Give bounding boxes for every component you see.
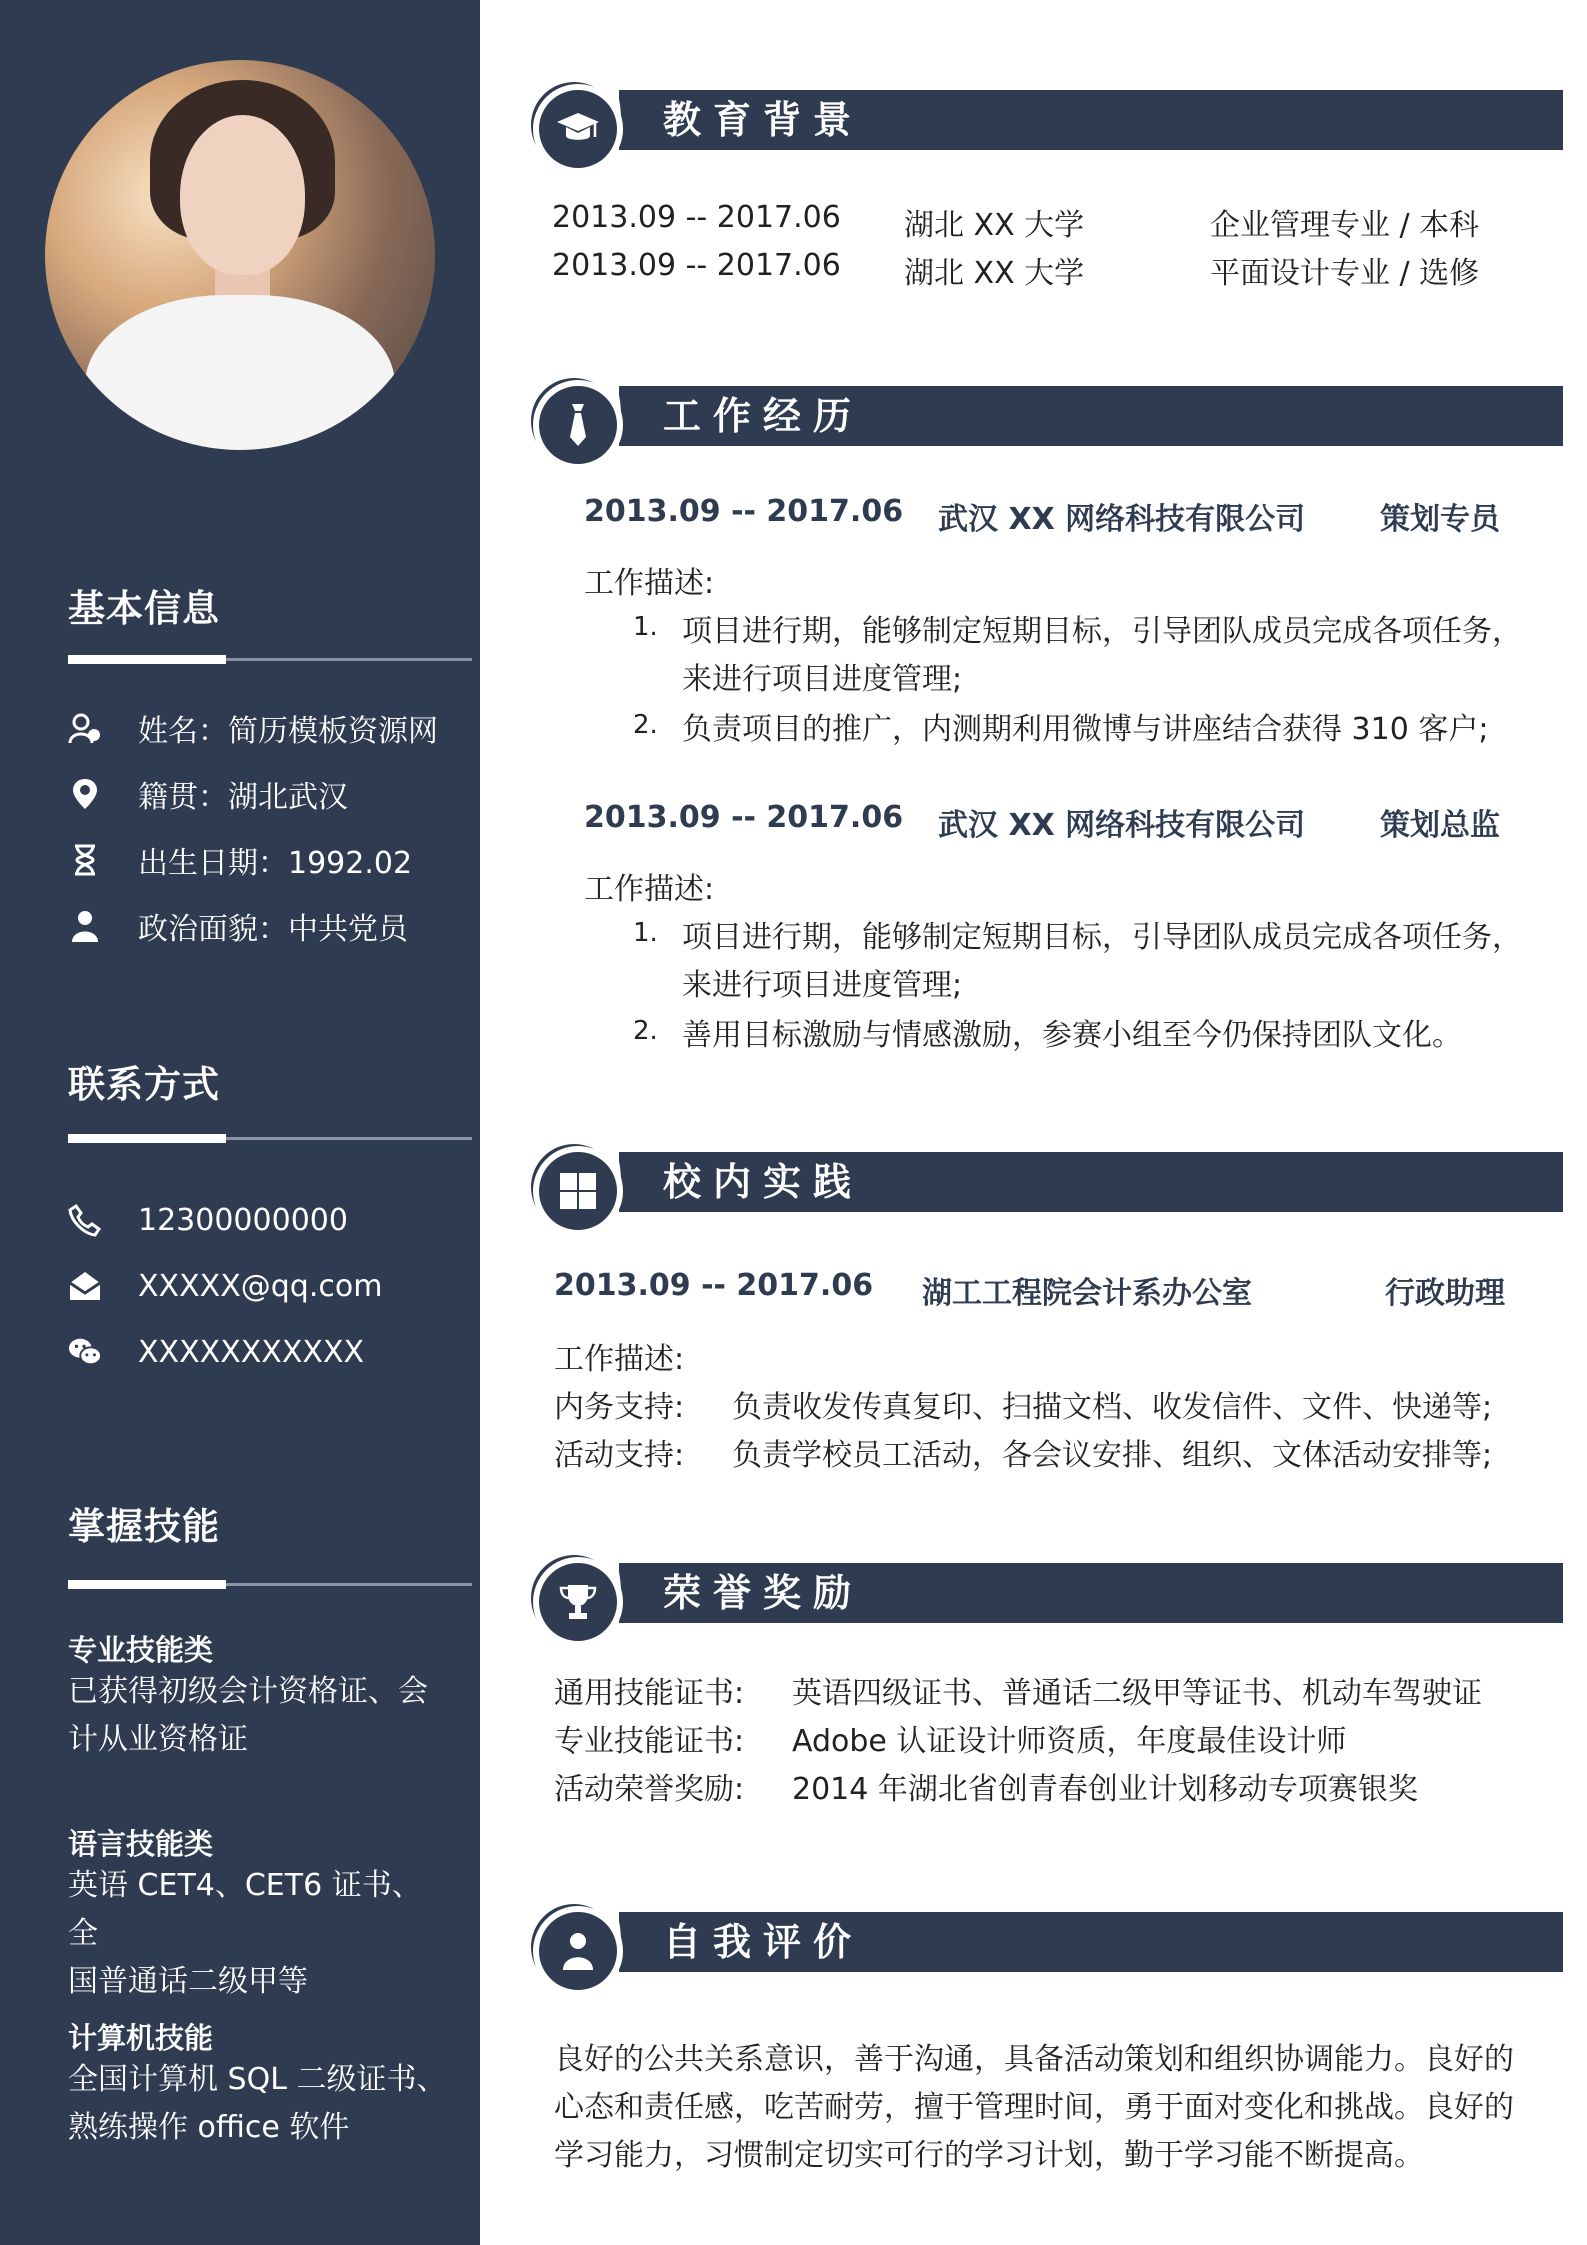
practice-row-label: 活动支持: (554, 1438, 685, 1473)
award-text: 2014 年湖北省创青春创业计划移动专项赛银奖 (792, 1772, 1418, 1807)
windows-icon (533, 1146, 623, 1236)
info-row-origin (68, 774, 348, 814)
section-title: 自我评价 (663, 1920, 864, 1964)
section-title: 工作经历 (663, 394, 864, 438)
job-company: 武汉 XX 网络科技有限公司 (938, 808, 1306, 843)
job-item-text: 善用目标激励与情感激励，参赛小组至今仍保持团队文化。 (682, 1018, 1462, 1053)
list-number: 1. (633, 612, 658, 642)
contact-wechat-text: XXXXXXXXXXX (138, 1334, 365, 1370)
phone-icon (68, 1203, 102, 1237)
award-text: 英语四级证书、普通话二级甲等证书、机动车驾驶证 (792, 1676, 1482, 1711)
contact-wechat (68, 1332, 364, 1372)
graduation-cap-icon (533, 84, 623, 174)
section-header-practice (533, 1146, 1563, 1212)
award-label: 通用技能证书: (554, 1676, 745, 1711)
job-item-text: 来进行项目进度管理; (682, 968, 963, 1003)
wechat-icon (68, 1335, 102, 1369)
info-name-text: 姓名：简历模板资源网 (138, 714, 438, 749)
skill-heading: 语言技能类 (68, 1827, 214, 1861)
profile-photo (45, 60, 435, 450)
practice-desc-label: 工作描述: (554, 1342, 685, 1377)
section-header-work (533, 380, 1563, 446)
award-label: 专业技能证书: (554, 1724, 745, 1759)
practice-org: 湖工工程院会计系办公室 (922, 1276, 1252, 1311)
sidebar (0, 0, 480, 2245)
skills-title: 掌握技能 (68, 1505, 220, 1548)
divider (68, 1137, 472, 1140)
self-eval-line: 学习能力，习惯制定切实可行的学习计划，勤于学习能不断提高。 (554, 2138, 1424, 2173)
info-row-birth (68, 840, 412, 880)
self-eval-line: 良好的公共关系意识，善于沟通，具备活动策划和组织协调能力。良好的 (554, 2042, 1514, 2077)
award-text: Adobe 认证设计师资质，年度最佳设计师 (792, 1724, 1347, 1759)
edu-date: 2013.09 -- 2017.06 (552, 200, 841, 235)
self-eval-line: 心态和责任感，吃苦耐劳，擅于管理时间，勇于面对变化和挑战。良好的 (554, 2090, 1514, 2125)
list-number: 2. (633, 1016, 658, 1046)
contact-mail-text: XXXXX@qq.com (138, 1268, 383, 1304)
job-date: 2013.09 -- 2017.06 (584, 800, 904, 835)
skill-text: 全国计算机 SQL 二级证书、 熟练操作 office 软件 (68, 2062, 447, 2145)
user-icon (68, 711, 102, 745)
practice-row-label: 内务支持: (554, 1390, 685, 1425)
job-date: 2013.09 -- 2017.06 (584, 494, 904, 529)
info-row-political (68, 906, 408, 946)
award-label: 活动荣誉奖励: (554, 1772, 745, 1807)
job-role: 策划专员 (1380, 502, 1500, 537)
section-header-awards (533, 1557, 1563, 1623)
contact-title: 联系方式 (68, 1063, 220, 1106)
divider (68, 658, 472, 661)
person-icon (68, 909, 102, 943)
info-birth-text: 出生日期：1992.02 (138, 846, 413, 881)
mail-icon (68, 1269, 102, 1303)
tie-icon (533, 380, 623, 470)
contact-phone-text: 12300000000 (138, 1202, 348, 1238)
practice-row-text: 负责收发传真复印、扫描文档、收发信件、文件、快递等; (732, 1390, 1493, 1425)
section-title: 教育背景 (663, 98, 864, 142)
job-item-text: 项目进行期，能够制定短期目标，引导团队成员完成各项任务， (682, 614, 1522, 649)
trophy-icon (533, 1557, 623, 1647)
info-political-text: 政治面貌：中共党员 (138, 912, 408, 947)
section-header-self (533, 1906, 1563, 1972)
job-item-text: 负责项目的推广，内测期利用微博与讲座结合获得 310 客户; (682, 712, 1489, 747)
skill-heading: 计算机技能 (68, 2021, 214, 2055)
contact-mail (68, 1266, 382, 1306)
contact-phone (68, 1200, 348, 1240)
skill-text: 英语 CET4、CET6 证书、全 国普通话二级甲等 (68, 1868, 422, 1999)
section-header-education (533, 84, 1563, 150)
job-desc-label: 工作描述: (584, 566, 715, 601)
divider (68, 1583, 472, 1586)
location-pin-icon (68, 777, 102, 811)
edu-school: 湖北 XX 大学 (904, 208, 1085, 243)
job-item-text: 来进行项目进度管理; (682, 662, 963, 697)
list-number: 1. (633, 918, 658, 948)
job-company: 武汉 XX 网络科技有限公司 (938, 502, 1306, 537)
practice-row-text: 负责学校员工活动，各会议安排、组织、文体活动安排等; (732, 1438, 1493, 1473)
practice-role: 行政助理 (1385, 1276, 1505, 1311)
section-title: 荣誉奖励 (663, 1571, 864, 1615)
job-role: 策划总监 (1380, 808, 1500, 843)
list-number: 2. (633, 710, 658, 740)
section-title: 校内实践 (663, 1160, 864, 1204)
edu-school: 湖北 XX 大学 (904, 256, 1085, 291)
hourglass-icon (68, 843, 102, 877)
job-desc-label: 工作描述: (584, 872, 715, 907)
skill-heading: 专业技能类 (68, 1633, 214, 1667)
edu-date: 2013.09 -- 2017.06 (552, 248, 841, 283)
skill-text: 已获得初级会计资格证、会 计从业资格证 (68, 1674, 428, 1757)
person-icon (533, 1906, 623, 1996)
edu-major: 平面设计专业 / 选修 (1210, 256, 1480, 291)
practice-date: 2013.09 -- 2017.06 (554, 1268, 874, 1303)
info-origin-text: 籍贯：湖北武汉 (138, 780, 348, 815)
info-row-name (68, 708, 438, 748)
edu-major: 企业管理专业 / 本科 (1210, 208, 1480, 243)
job-item-text: 项目进行期，能够制定短期目标，引导团队成员完成各项任务， (682, 920, 1522, 955)
basic-info-title: 基本信息 (68, 587, 220, 630)
